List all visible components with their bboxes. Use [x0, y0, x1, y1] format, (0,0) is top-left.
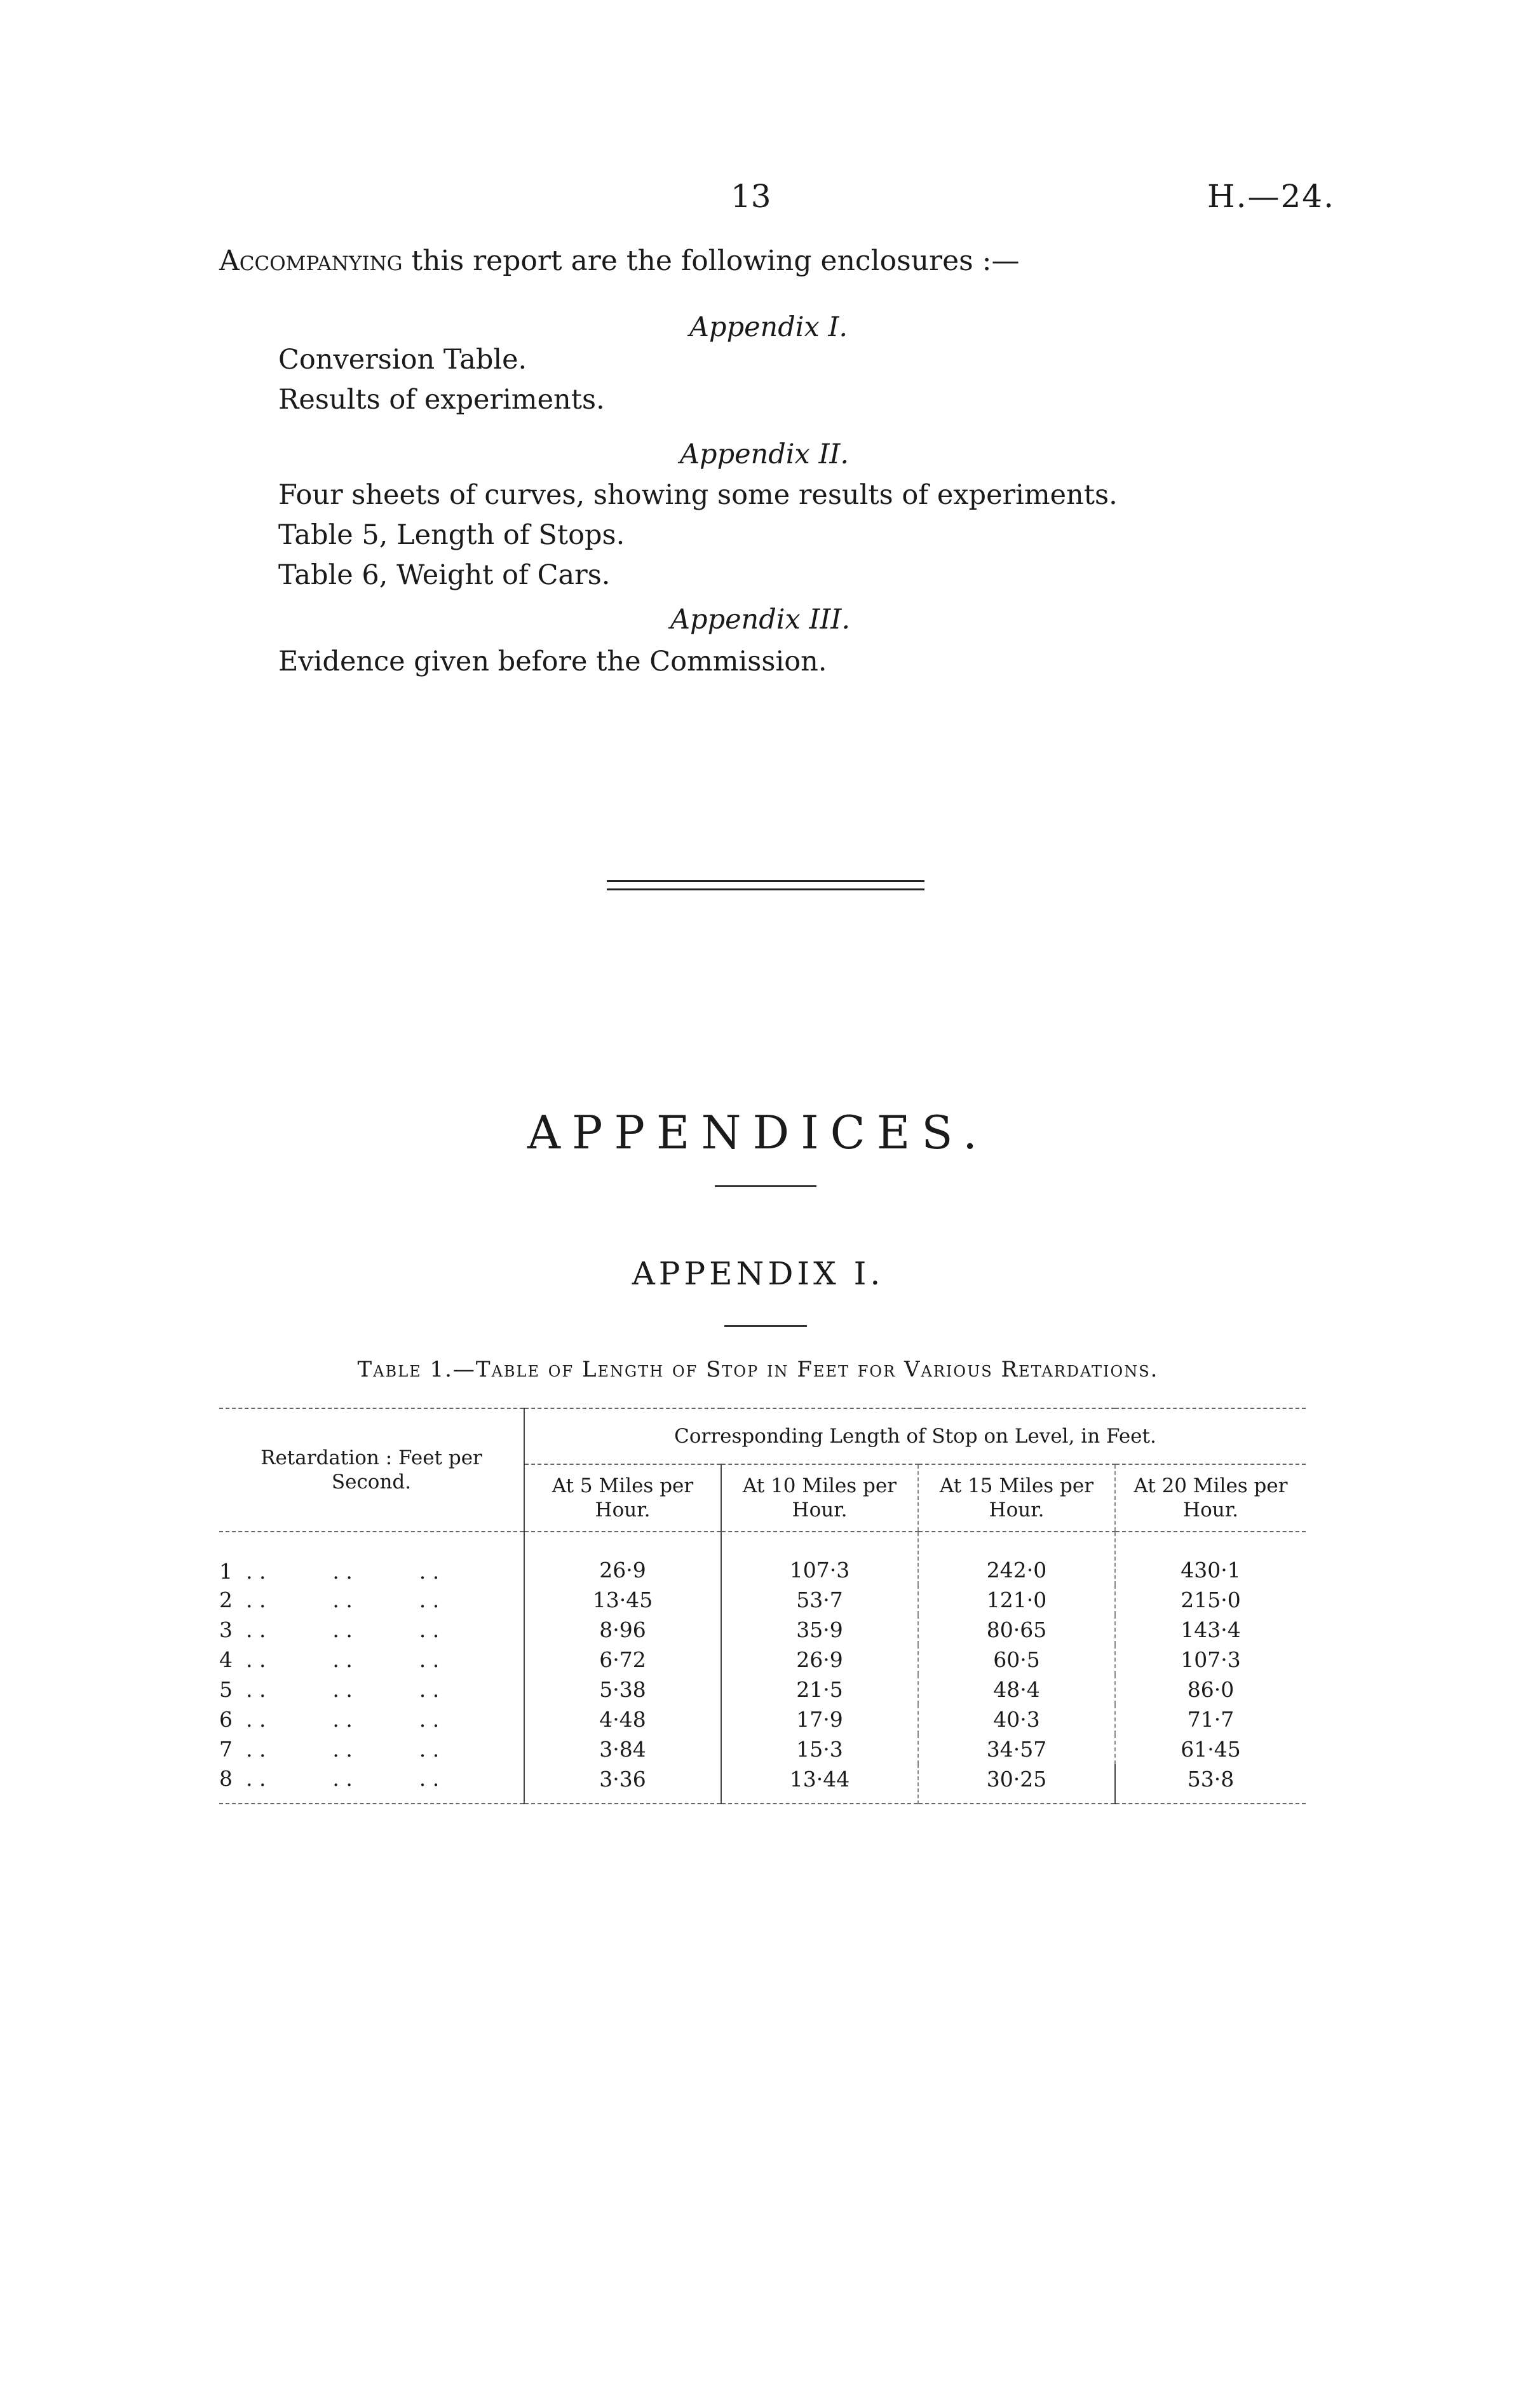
row-number: 6 [219, 1707, 233, 1732]
column-header: At 20 Miles per Hour. [1115, 1464, 1306, 1532]
table-row [219, 1645, 1306, 1675]
table-cell: 6·72 [524, 1645, 721, 1675]
table-cell: 13·45 [524, 1585, 721, 1615]
table-row [219, 1532, 1306, 1585]
table-cell: 143·4 [1115, 1615, 1306, 1645]
row-number: 1 [219, 1558, 233, 1584]
page-number: 13 [731, 178, 771, 215]
table-cell: 8·96 [524, 1615, 721, 1645]
row-label [219, 1585, 524, 1615]
row-number: 2 [219, 1588, 233, 1612]
appendices-title: APPENDICES. [527, 1106, 989, 1159]
table-cell: 60·5 [918, 1645, 1115, 1675]
table-cell: 21·5 [721, 1675, 918, 1704]
column-header: At 5 Miles per Hour. [524, 1464, 721, 1532]
table-header-row-1 [219, 1408, 1306, 1464]
table-cell: 26·9 [721, 1645, 918, 1675]
column-header: At 15 Miles per Hour. [918, 1464, 1115, 1532]
row-number: 7 [219, 1737, 233, 1762]
leader-dots: . . . . . . [233, 1707, 440, 1732]
title-underline [715, 1185, 816, 1187]
row-label [219, 1615, 524, 1645]
table-row [219, 1615, 1306, 1645]
row-number: 8 [219, 1765, 233, 1791]
table-cell: 430·1 [1115, 1532, 1306, 1585]
row-label [219, 1532, 524, 1585]
table-cell: 17·9 [721, 1704, 918, 1734]
appendix-1-heading: Appendix I. [689, 311, 848, 343]
table-row [219, 1585, 1306, 1615]
table-row [219, 1704, 1306, 1734]
row-label [219, 1734, 524, 1764]
row-number: 4 [219, 1647, 233, 1672]
table-cell: 121·0 [918, 1585, 1115, 1615]
document-reference: H.—24. [1207, 178, 1336, 215]
table-cell: 35·9 [721, 1615, 918, 1645]
intro-lead-word: Accompanying [219, 245, 403, 277]
leader-dots: . . . . . . [233, 1558, 440, 1584]
appendix-3-items [278, 642, 827, 682]
list-item: Four sheets of curves, showing some results of experiments. [278, 479, 1118, 511]
list-item: Conversion Table. [278, 344, 527, 376]
table-cell: 4·48 [524, 1704, 721, 1734]
table-cell: 34·57 [918, 1734, 1115, 1764]
list-item: Evidence given before the Commission. [278, 646, 827, 677]
leader-dots: . . . . . . [233, 1737, 440, 1762]
column-header: At 10 Miles per Hour. [721, 1464, 918, 1532]
leader-dots: . . . . . . [233, 1765, 440, 1791]
table-cell: 3·36 [524, 1764, 721, 1804]
appendix-3-heading: Appendix III. [670, 604, 851, 636]
table-cell: 80·65 [918, 1615, 1115, 1645]
table-cell: 5·38 [524, 1675, 721, 1704]
list-item: Table 6, Weight of Cars. [278, 559, 611, 591]
appendix-1-items [278, 340, 605, 420]
leader-dots: . . . . . . [233, 1677, 440, 1702]
table-cell: 15·3 [721, 1734, 918, 1764]
appendix-1-title: APPENDIX I. [632, 1255, 884, 1292]
table-cell: 61·45 [1115, 1734, 1306, 1764]
table-cell: 48·4 [918, 1675, 1115, 1704]
intro-sentence [219, 245, 1020, 277]
list-item: Results of experiments. [278, 384, 605, 416]
table-cell: 53·8 [1115, 1764, 1306, 1804]
row-header: Retardation : Feet per Second. [219, 1408, 524, 1532]
table-cell: 40·3 [918, 1704, 1115, 1734]
leader-dots: . . . . . . [233, 1617, 440, 1642]
table-cell: 3·84 [524, 1734, 721, 1764]
table-cell: 53·7 [721, 1585, 918, 1615]
table-cell: 30·25 [918, 1764, 1115, 1804]
table-row [219, 1675, 1306, 1704]
table-cell: 26·9 [524, 1532, 721, 1585]
table-cell: 86·0 [1115, 1675, 1306, 1704]
appendix-2-heading: Appendix II. [680, 439, 849, 470]
row-label [219, 1675, 524, 1704]
row-label [219, 1704, 524, 1734]
table-cell: 107·3 [1115, 1645, 1306, 1675]
table-cell: 107·3 [721, 1532, 918, 1585]
table-cell: 215·0 [1115, 1585, 1306, 1615]
table-row [219, 1764, 1306, 1804]
leader-dots: . . . . . . [233, 1588, 440, 1612]
table-row [219, 1734, 1306, 1764]
table-cell: 71·7 [1115, 1704, 1306, 1734]
section-divider [607, 880, 924, 890]
list-item: Table 5, Length of Stops. [278, 519, 625, 551]
appendix-2-items [278, 475, 1118, 595]
stop-length-table [219, 1408, 1306, 1804]
row-number: 3 [219, 1617, 233, 1642]
leader-dots: . . . . . . [233, 1647, 440, 1672]
table-cell: 242·0 [918, 1532, 1115, 1585]
intro-rest: this report are the following enclosures :— [402, 245, 1020, 277]
table-cell: 13·44 [721, 1764, 918, 1804]
group-header: Corresponding Length of Stop on Level, in Feet. [524, 1408, 1306, 1464]
row-label [219, 1764, 524, 1804]
table-caption: Table 1.—Table of Length of Stop in Feet for Various Retardations. [357, 1357, 1159, 1382]
row-label [219, 1645, 524, 1675]
row-number: 5 [219, 1677, 233, 1702]
appendix-1-underline [724, 1325, 807, 1327]
